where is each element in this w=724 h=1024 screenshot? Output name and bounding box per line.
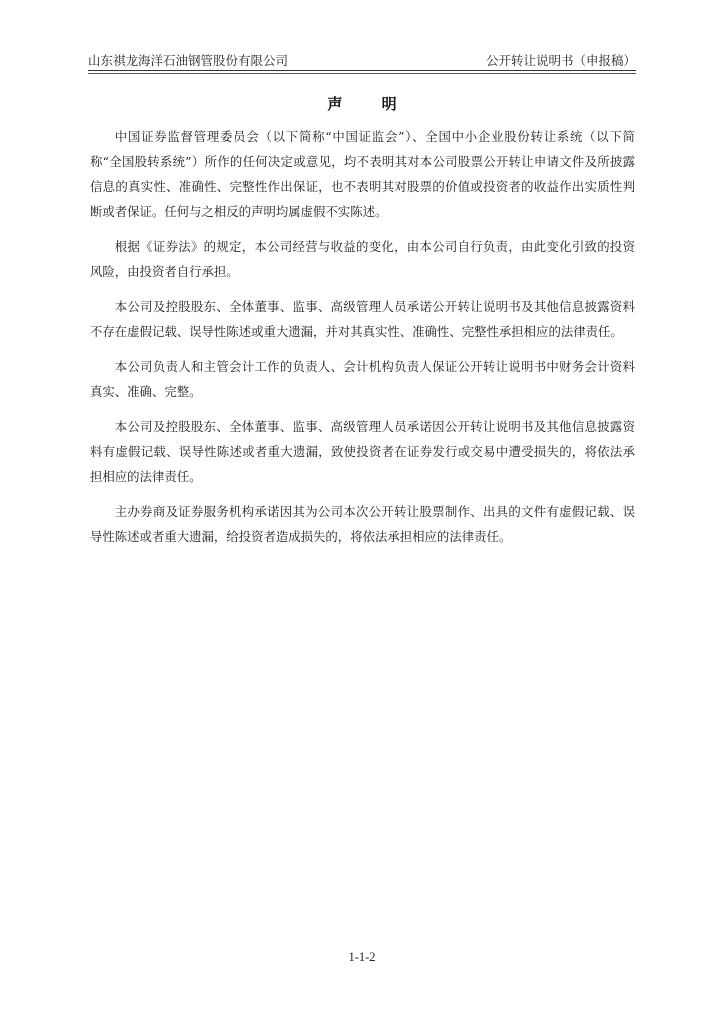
- header-company-name: 山东祺龙海洋石油钢管股份有限公司: [88, 53, 289, 68]
- paragraph: 根据《证券法》的规定，本公司经营与收益的变化，由本公司自行负责，由此变化引致的投资风险，由投资者自行承担。: [90, 239, 635, 279]
- page-header: [88, 49, 636, 69]
- paragraph: 本公司及控股股东、全体董事、监事、高级管理人员承诺因公开转让说明书及其他信息披露资料有虚假记载、误导性陈述或者重大遗漏，致使投资者在证券发行或交易中遭受损失的，将依法承担相应的法律责任。: [90, 419, 635, 484]
- section-title: 声 明: [327, 95, 414, 113]
- header-document-title: 公开转让说明书（申报稿）: [485, 53, 636, 68]
- paragraph: 主办券商及证券服务机构承诺因其为公司本次公开转让股票制作、出具的文件有虚假记载、误导性陈述或者重大遗漏，给投资者造成损失的，将依法承担相应的法律责任。: [90, 504, 635, 544]
- paragraph: 本公司及控股股东、全体董事、监事、高级管理人员承诺公开转让说明书及其他信息披露资料不存在虚假记载、误导性陈述或重大遗漏，并对其真实性、准确性、完整性承担相应的法律责任。: [90, 299, 635, 339]
- paragraph: 中国证券监督管理委员会（以下简称“中国证监会”）、全国中小企业股份转让系统（以下简称“全国股转系统”）所作的任何决定或意见，均不表明其对本公司股票公开转让申请文件及所披露信息的真实性、准确性、完整性作出保证，也不表明其对股票的价值或投资者的收益作出实质性判断或者保证。任何与之相反的声明均属虚假不实陈述。: [90, 129, 635, 219]
- paragraph: 本公司负责人和主管会计工作的负责人、会计机构负责人保证公开转让说明书中财务会计资料真实、准确、完整。: [90, 359, 635, 399]
- page-number: 1-1-2: [348, 950, 376, 964]
- header-rule-thin: [88, 73, 636, 74]
- header-rule: [88, 70, 636, 71]
- declaration-body: [90, 124, 635, 559]
